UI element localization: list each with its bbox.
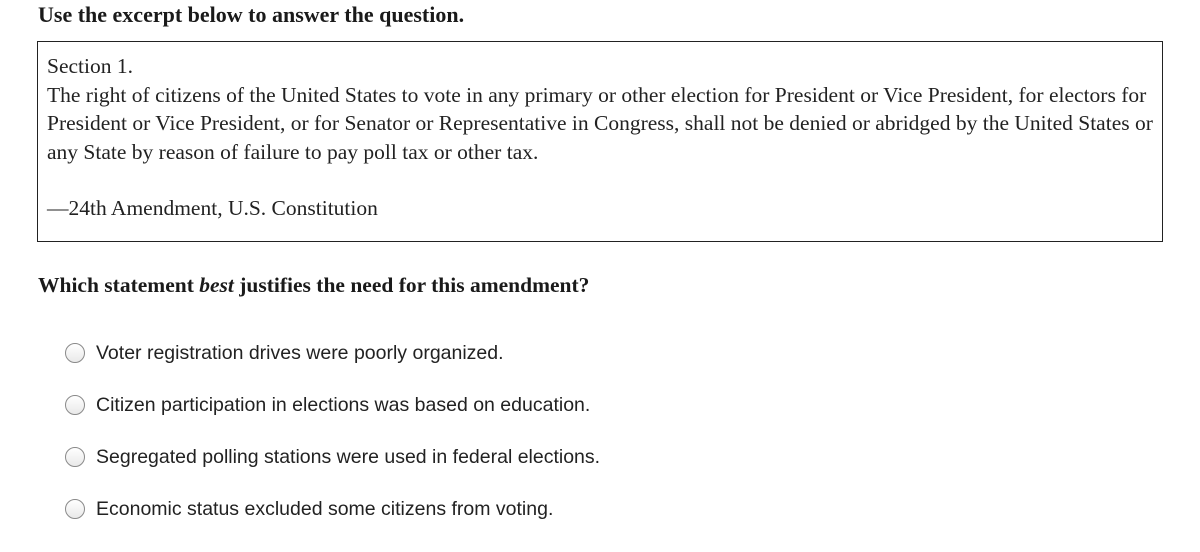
answer-choice-label[interactable]: Voter registration drives were poorly organized. (96, 342, 504, 364)
answer-choice-label[interactable]: Economic status excluded some citizens from voting. (96, 498, 554, 520)
answer-choice-3[interactable] (65, 444, 600, 470)
question-text-end: justifies the need for this amendment? (233, 273, 590, 297)
answer-choice-1[interactable] (65, 340, 600, 366)
excerpt-section: Section 1. (47, 54, 133, 78)
question-text (38, 271, 589, 299)
question-emphasis: best (199, 273, 234, 297)
answer-choice-2[interactable] (65, 392, 600, 418)
radio-button-icon[interactable] (65, 395, 85, 415)
answer-choice-4[interactable] (65, 496, 600, 522)
radio-button-icon[interactable] (65, 499, 85, 519)
radio-button-icon[interactable] (65, 447, 85, 467)
answer-choice-label[interactable]: Segregated polling stations were used in federal elections. (96, 446, 601, 468)
instruction-text: Use the excerpt below to answer the question. (38, 2, 465, 27)
radio-button-icon[interactable] (65, 343, 85, 363)
excerpt-body: The right of citizens of the United States to vote in any primary or other election for President or Vice President, for electors for President or Vice President, or for Senator or Representative in Congress, shall not be denied or abridged by the United States or any State by reason of failure to pay poll tax or other tax. (47, 82, 1153, 164)
answer-choices (65, 340, 600, 548)
answer-choice-label[interactable]: Citizen participation in elections was based on education. (96, 394, 591, 416)
excerpt-citation: —24th Amendment, U.S. Constitution (47, 196, 378, 220)
excerpt-box (37, 41, 1163, 242)
question-text-start: Which statement (38, 273, 200, 297)
